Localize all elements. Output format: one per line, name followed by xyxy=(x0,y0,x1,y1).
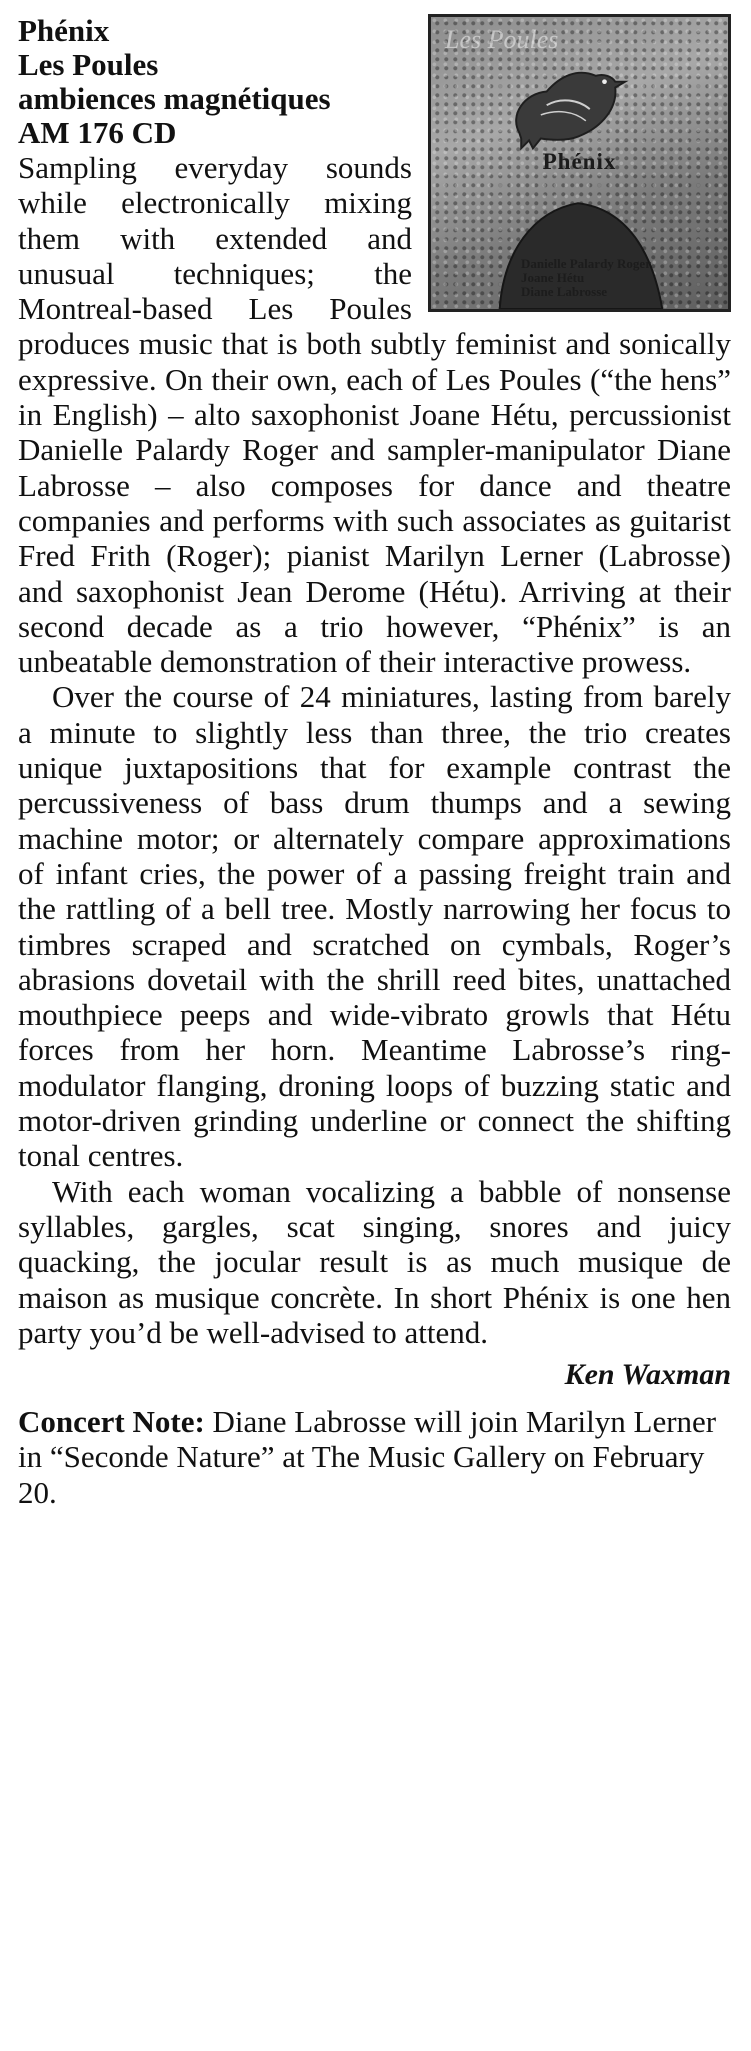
review-paragraph: With each woman vocalizing a babble of nonsense syllables, gargles, scat singing, snores and juicy quacking, the jocular result is as much musique de maison as musique concrète. In short Phénix is one hen party you’d be well-advised to attend. xyxy=(18,1173,731,1350)
concert-note-text: Diane Labrosse will join Marilyn Lerner in “Seconde Nature” at The Music Gallery on February 20. xyxy=(18,1404,717,1510)
album-cover xyxy=(428,14,731,312)
review-paragraph: Sampling everyday sounds while electronically mixing them with extended and unusual techniques; the Montreal-based Les Poules produces music that is both subtly feminist and sonically expressive. On their own, each of Les Poules (“the hens” in English) – alto saxophonist Joane Hétu, percussionist Danielle Palardy Roger and sampler-manipulator Diane Labrosse – also composes for dance and theatre companies and performs with such associates as guitarist Fred Frith (Roger); pianist Marilyn Lerner (Labrosse) and saxophonist Jean Derome (Hétu). Arriving at their second decade as a trio however, “Phénix” is an unbeatable demonstration of their interactive prowess. xyxy=(18,150,731,680)
cover-title: Phénix xyxy=(542,149,617,174)
cover-credit-line: Danielle Palardy Roger xyxy=(521,256,651,271)
concert-note-label: Concert Note: xyxy=(18,1404,205,1440)
review-column xyxy=(18,14,731,1510)
concert-note xyxy=(18,1404,731,1510)
cover-artist-text: Les Poules xyxy=(445,25,559,54)
author-signature: Ken Waxman xyxy=(564,1358,731,1392)
artist-name: Les Poules xyxy=(18,47,159,82)
review-body xyxy=(18,150,731,1350)
review-paragraph: Over the course of 24 miniatures, lasting from barely a minute to slightly less than three, the trio creates unique juxtapositions that for example contrast the percussiveness of bass drum thumps and a sewing machine motor; or alternately compare approximations of infant cries, the power of a passing freight train and the rattling of a bell tree. Mostly narrowing her focus to timbres scraped and scratched on cymbals, Roger’s abrasions dovetail with the shrill reed bites, unattached mouthpiece peeps and wide-vibrato growls that Hétu forces from her horn. Meantime Labrosse’s ring-modulator flanging, droning loops of buzzing static and motor-driven grinding underline or connect the shifting tonal centres. xyxy=(18,679,731,1174)
cover-credits xyxy=(521,257,718,299)
catalog-number: AM 176 CD xyxy=(18,115,177,150)
cover-credit-line: Diane Labrosse xyxy=(521,284,608,299)
cover-credit-line: Joane Hétu xyxy=(521,270,585,285)
record-label: ambiences magnétiques xyxy=(18,81,331,116)
album-title: Phénix xyxy=(18,13,110,48)
